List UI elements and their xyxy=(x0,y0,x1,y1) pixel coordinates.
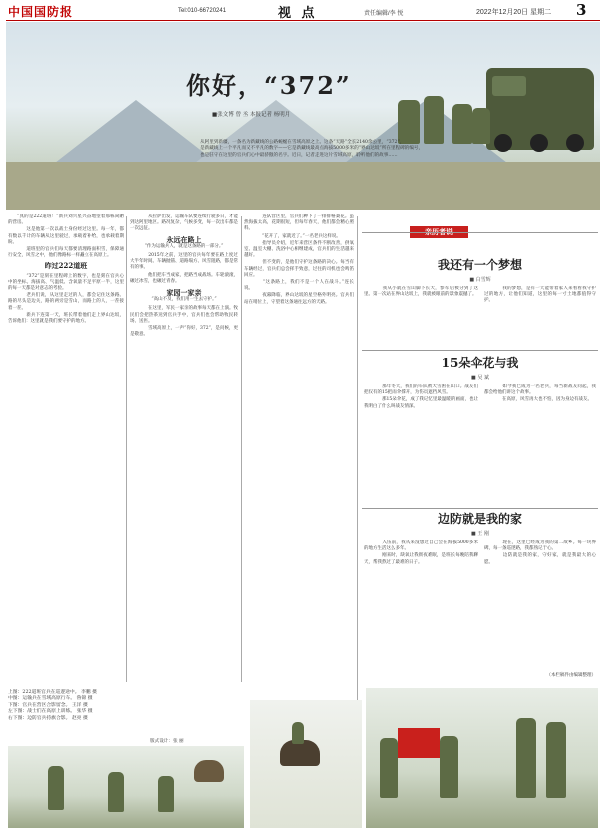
telephone: Tel:010-66720241 xyxy=(178,8,227,14)
story-text: 现在，这里已经成为我的第二故乡。每一块界碑，每一条巡逻路，我都熟记于心。 边防就是我的家，守好家，就是我最大的心愿。 xyxy=(484,540,596,565)
story-author: ■ 王 刚 xyxy=(471,531,489,537)
soldier-figure xyxy=(158,776,174,812)
lead-paragraph: “真的是222道班！”新兵刘兴星兴奋地望着那栋简陋的营房。 xyxy=(8,214,124,226)
issue-date: 2022年12月20日 星期二 xyxy=(476,9,552,16)
layout-credit: 版式设计：张 丽 xyxy=(150,739,184,744)
rider-figure xyxy=(292,722,304,744)
soldier-figure xyxy=(380,738,398,798)
article-column-3: 连队营区里，官兵们种下了一排排格桑花。虽然海拔太高，花期很短，但每年春天，他们都会精心照料。 “花开了，家就近了。”一名老兵这样说。 指导员介绍，近年来营区条件不断改善，供氧室、温室大棚、洗浴中心相继建成，官兵们的生活越来越好。 但不变的，是他们守护这条路的决心。每当有车辆经过，官兵们总会挥手致意，过往的司机也会鸣笛回应。 “这条路上，我们不是一个人在战斗。”连长说。 夜幕降临，界山达坂的星空格外明亮。官兵们站在哨位上，守望着这条通往远方的天路。 xyxy=(244,214,354,305)
bottom-photo-riders xyxy=(250,700,362,828)
story-title: 边防就是我的家 xyxy=(437,512,522,526)
soldier-figure xyxy=(472,108,490,144)
intro-line: 从阿里到新疆，一条名为新藏线的公路蜿蜒在雪域高原之上。这条“天路”全长2140余公里，“372”， xyxy=(200,140,405,145)
story-title: 我还有一个梦想 xyxy=(437,258,522,272)
soldier-figure xyxy=(424,96,444,144)
rule xyxy=(362,508,598,509)
intro-line: 是新藏线上一个平凡而又不平凡的数字——它是新藏线最高点海拔5000多米的“界山达坂”所在里程碑的编号， xyxy=(200,146,424,152)
truck-window xyxy=(492,76,526,96)
column-divider xyxy=(241,216,242,682)
story-text: 如今我已成为一名老兵，每当新战友问起，我都会给他们讲这个故事。 在高原，风雪再大也不怕，因为身边有战友。 xyxy=(484,384,596,403)
ground xyxy=(6,162,600,210)
soldier-figure xyxy=(546,722,566,798)
soldier-figure xyxy=(516,718,536,798)
story-text: 我的梦想，是有一天能带着家人来看看我守护过的地方，让他们知道，这里的每一寸土地都值得守护。 xyxy=(484,286,596,304)
subhead-quote: “作为运输兵人，就是这条路的一部分。” xyxy=(144,243,224,249)
newspaper-brand: 中国国防报 xyxy=(8,5,74,19)
rule xyxy=(362,232,598,233)
headline: 你好，“372” xyxy=(186,71,352,100)
caption-line: 下图：官兵在营区合影留念。 王洋 摄 xyxy=(8,702,88,708)
soldier-figure xyxy=(48,766,64,810)
bottom-photo-training xyxy=(8,746,244,828)
military-truck xyxy=(486,68,594,150)
rule xyxy=(362,350,598,351)
horse-figure xyxy=(194,760,224,782)
intro-line: 也是驻守在这里的官兵们心中最骄傲的名字。近日，记者走进这片雪域高原，聆听他们的故事…… xyxy=(200,152,398,158)
article-column-1: “真的是222道班！”新兵刘兴星兴奋地望着那栋简陋的营房。 这是他第一次以战士身份经过这里。每一年，都有数以千计的车辆从这里驶过，承载着补给，也承载着期盼。 道班里的官兵们每天都要清理路面积雪，保障通行安全，风雪之中，他们像路标一样矗立在高原上。 昨过222道班 “372”是刻在里程碑上的数字，也是刻在官兵心中的坐标。海拔高、气温低、含氧量不足平原一半，这里的每一天都是对意志的考验。 老兵们说，从这里走过的人，都会记住这条路。路的尽头是边关，路的两旁是雪山，而路上的人，一茬接着一茬。 新兵下连第一天，班长带着他们走上界山达坂，告诉他们：这里就是我们要守护的地方。 xyxy=(8,214,124,325)
subhead: 家园一家亲 xyxy=(166,288,202,298)
story-author: ■ 白雪辉 xyxy=(469,277,491,283)
caption-line: 上图：222道班官兵在巡逻途中。 李鹏 摄 xyxy=(8,690,97,695)
subhead: 昨过222道班 xyxy=(44,261,88,271)
soldier-figure xyxy=(108,772,124,812)
soldier-figure xyxy=(452,104,472,144)
article-column-2: 从拉萨出发，运输车队要连续行驶多日，才能到达阿里地区。路况复杂，气候多变，每一次出车都是一次远征。 永远在路上 “作为运输兵人，就是这条路的一部分。” 2015年之前，这里的官兵每年要在路上度过大半年时间。车辆抛锚、道路塌方、风雪阻路，都是常有的事。 他们把车当成家，把路当成战场。车轮滚滚，碾过冰雪，也碾过青春。 家园一家亲 “高山不及，我们用一生去守护。” 在这里，军民一家亲的故事每天都在上演。牧民们会把热茶送到官兵手中，官兵们也会帮助牧民转场、送医。 雪域高原上，一声“你好，372”，是问候，更是敬意。 xyxy=(130,214,238,338)
source-note: （本栏稿件由编辑整理） xyxy=(546,673,596,678)
caption-line: 右下图：边防官兵持旗合影。 赵亮 摄 xyxy=(8,715,88,721)
story-text: 我从小就在雪山脚下长大，参军后被分到了这里。第一次站在界山达坂上，我就被眼前的景象震撼了。 xyxy=(364,286,478,298)
story-title: 15朵伞花与我 xyxy=(441,356,519,370)
subhead: 永远在路上 xyxy=(166,234,202,244)
page-number: 3 xyxy=(576,1,587,19)
caption-line: 中图：运输兵在雪域高原行车。 鲁锦 摄 xyxy=(8,696,93,702)
column-divider xyxy=(126,216,127,682)
byline: ■张文博 曾 丞 本报记者 杨明月 xyxy=(212,112,291,118)
story-text: 入伍前，我从来没想过自己会在海拔5000多米的地方生活这么多年。 刚来时，缺氧让我彻夜难眠，是班长每晚陪我聊天，帮我熬过了最难的日子。 xyxy=(364,540,478,565)
editor-credit: 责任编辑/李 悦 xyxy=(364,11,404,17)
section-title: 视 点 xyxy=(278,6,318,21)
subhead-quote: “高山不及，我们用一生去守护。” xyxy=(151,297,217,303)
flag xyxy=(398,728,440,758)
bottom-photo-flag xyxy=(366,688,598,828)
soldier-figure xyxy=(398,100,420,144)
caption-line: 左下图：战士们在高原上训练。 张华 摄 xyxy=(8,709,93,715)
story-text: 那年冬天，我们的车队被大雪困在山口。战友们把仅有的15把雨伞撑开，为伤员遮挡风雪。 那15朵伞花，成了我记忆里最温暖的画面，也让我明白了什么叫战友情深。 xyxy=(364,384,478,409)
soldier-figure xyxy=(440,736,458,798)
captions xyxy=(8,690,238,722)
story-author: ■ 吴 斌 xyxy=(471,375,489,381)
section-tag: 亲历者说 xyxy=(410,226,468,238)
intro-text xyxy=(200,140,598,159)
